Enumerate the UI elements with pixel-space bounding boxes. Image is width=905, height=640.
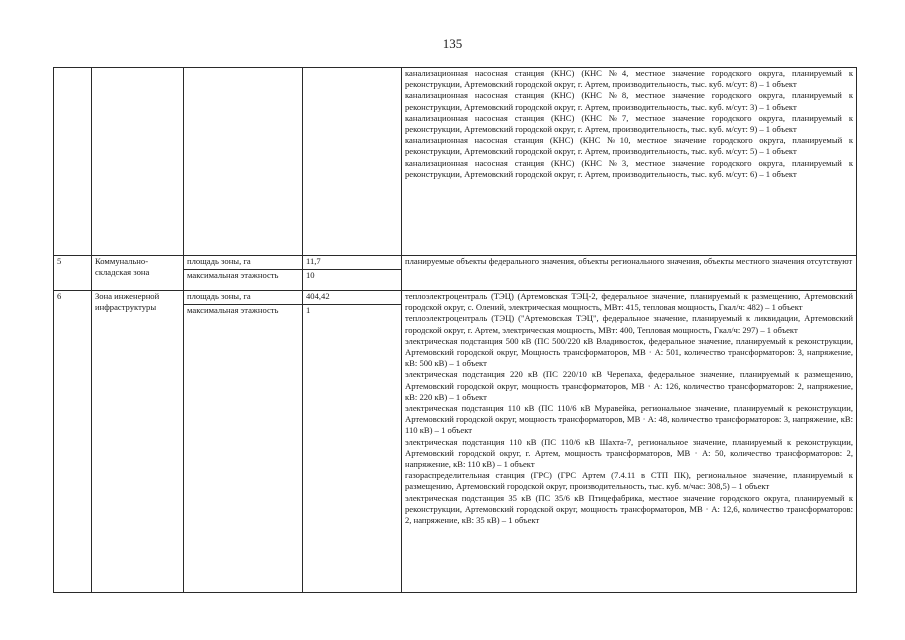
row-number-cell: 5 — [54, 256, 92, 291]
planned-objects-cell — [402, 291, 857, 593]
object-entry: планируемые объекты федерального значения, объекты регионального значения, объекты местного значения отсутствуют — [405, 256, 853, 266]
zone-values-cell — [303, 291, 402, 593]
page-number: 135 — [442, 36, 463, 51]
object-entry: канализационная насосная станция (КНС) (КНС №4, местное значение городского округа, планируемый к реконструкции, Артемовский городской округ, г. Артем, производительность, тыс. куб. м/сут: 8) – 1 объект — [405, 68, 853, 90]
object-entry: канализационная насосная станция (КНС) (КНС №7, местное значение городского округа, планируемый к реконструкции, Артемовский городской округ, г. Артем, производительность, тыс. куб. м/сут: 9) – 1 объект — [405, 112, 853, 135]
zone-values-cell — [303, 68, 402, 256]
zone-params-cell — [184, 291, 303, 593]
zones-table — [53, 67, 857, 593]
object-entry: канализационная насосная станция (КНС) (КНС №3, местное значение городского округа, планируемый к реконструкции, Артемовский городской округ, г. Артем, производительность, тыс. куб. м/сут: 6) – 1 объект — [405, 157, 853, 179]
param-value: 404,42 — [303, 291, 401, 305]
planned-objects-cell — [402, 256, 857, 291]
row-number-cell — [54, 68, 92, 256]
table-row — [54, 68, 857, 256]
zone-params-cell — [184, 68, 303, 256]
object-entry: электрическая подстанция 110 кВ (ПС 110/6 кВ Муравейка, региональное значение, планируемый к реконструкции, Артемовский городской округ, мощность трансформаторов, МВ · А: 48, количество трансформаторов: 3, напряжение, кВ: 110 кВ) – 1 объект — [405, 403, 853, 436]
param-value: 11,7 — [303, 256, 401, 270]
object-entry: электрическая подстанция 35 кВ (ПС 35/6 кВ Птицефабрика, местное значение городского округа, планируемый к реконструкции, Артемовский городской округ, мощность трансформаторов, МВ · А: 12,6, количество трансформаторов: 2, напряжение, кВ: 35 кВ) – 1 объект — [405, 492, 853, 526]
planned-objects-cell — [402, 68, 857, 256]
zone-name-cell: Коммунально-складская зона — [92, 256, 184, 291]
zone-name-cell: Зона инженерной инфраструктуры — [92, 291, 184, 593]
zone-name-cell — [92, 68, 184, 256]
table-row — [54, 291, 857, 593]
param-label: максимальная этажность — [187, 270, 279, 280]
param-value: 10 — [306, 270, 315, 280]
object-entry: канализационная насосная станция (КНС) (КНС №8, местное значение городского округа, планируемый к реконструкции, Артемовский городской округ, г. Артем, производительность, тыс. куб. м/сут: 3) – 1 объект — [405, 90, 853, 112]
zone-values-cell — [303, 256, 402, 291]
object-entry: теплоэлектроцентраль (ТЭЦ) (Артемовская ТЭЦ-2, федеральное значение, планируемый к размещению, Артемовский городской округ, с. Олений, электрическая мощность, МВт: 415, тепловая мощность, Гкал/ч: 482) – 1 объект — [405, 291, 853, 313]
object-entry: электрическая подстанция 500 кВ (ПС 500/220 кВ Владивосток, федеральное значение, планируемый к реконструкции, Артемовский городской округ, Мощность трансформаторов, МВ · А: 501, количество трансформаторов: 3, напряжение, кВ: 500 кВ) – 1 объект — [405, 335, 853, 369]
object-entry: газораспределительная станция (ГРС) (ГРС Артем (7.4.11 в СТП ПК), региональное значение, планируемый к размещению, Артемовский городской округ, производительность, тыс. куб. м/час: 308,5) – 1 объект — [405, 470, 853, 492]
object-entry: электрическая подстанция 110 кВ (ПС 110/6 кВ Шахта-7, региональное значение, планируемый к реконструкции, Артемовский городской округ, г. Артем, мощность трансформаторов, МВ · А: 50, количество трансформаторов: 2, напряжение, кВ: 110 кВ) – 1 объект — [405, 436, 853, 470]
row-number-cell: 6 — [54, 291, 92, 593]
table-row — [54, 256, 857, 291]
param-label: площадь зоны, га — [184, 256, 302, 270]
object-entry: электрическая подстанция 220 кВ (ПС 220/10 кВ Черепаха, федеральное значение, планируемый к размещению, Артемовский городской округ, мощность трансформаторов, МВ · А: 126, количество трансформаторов: 2, напряжение, кВ: 220 кВ) – 1 объект — [405, 369, 853, 402]
param-label: максимальная этажность — [187, 305, 279, 315]
object-entry: канализационная насосная станция (КНС) (КНС №10, местное значение городского округа, планируемый к реконструкции, Артемовский городской округ, г. Артем, производительность, тыс. куб. м/сут: 5) – 1 объект — [405, 135, 853, 157]
object-entry: теплоэлектроцентраль (ТЭЦ) ("Артемовская ТЭЦ", федеральное значение, планируемый к ликвидации, Артемовский городской округ, г. Артем, электрическая мощность, МВт: 400, Тепловая мощность, Гкал/ч: 297) – 1 объект — [405, 313, 853, 335]
zone-params-cell — [184, 256, 303, 291]
param-value: 1 — [306, 305, 311, 315]
param-label: площадь зоны, га — [184, 291, 302, 305]
